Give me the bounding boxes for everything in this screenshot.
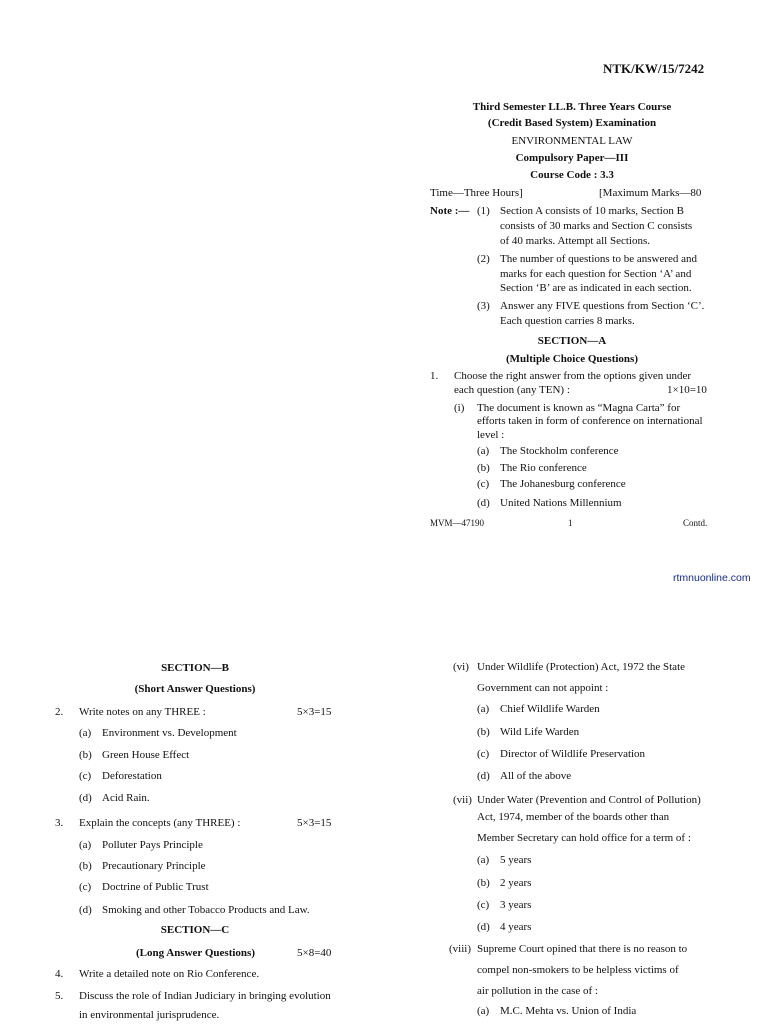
option-text: Green House Effect — [102, 749, 190, 761]
option-label: (c) — [477, 478, 490, 490]
title-line: Third Semester LL.B. Three Years Course — [472, 101, 672, 113]
note-number: (2) — [477, 253, 490, 265]
option-text: Smoking and other Tobacco Products and Law. — [102, 904, 310, 916]
option-label: (b) — [477, 726, 490, 738]
option-label: (c) — [79, 770, 92, 782]
note-line: consists of 30 marks and Section C consists — [500, 220, 693, 232]
option-label: (c) — [477, 899, 490, 911]
sub-question-number: (vii) — [453, 794, 472, 806]
option-label: (b) — [477, 877, 490, 889]
sub-question-text: air pollution in the case of : — [477, 985, 598, 997]
option-text: M.C. Mehta vs. Union of India — [500, 1005, 637, 1017]
option-label: (b) — [79, 860, 92, 872]
paper-code: NTK/KW/15/7242 — [603, 61, 705, 76]
question-text: Write a detailed note on Rio Conference. — [79, 968, 260, 980]
sub-question-number: (viii) — [449, 943, 471, 955]
question-text: in environmental jurisprudence. — [79, 1009, 220, 1021]
option-text: United Nations Millennium — [500, 497, 622, 509]
option-label: (a) — [477, 854, 490, 866]
question-text: Explain the concepts (any THREE) : — [79, 817, 241, 829]
note-line: Each question carries 8 marks. — [500, 315, 635, 327]
title-line: Compulsory Paper—III — [515, 152, 629, 164]
question-number: 3. — [55, 817, 64, 829]
question-marks: 5×3=15 — [297, 817, 332, 829]
sub-question-text: The document is known as “Magna Carta” for — [477, 402, 681, 414]
section-b-title: SECTION—B — [161, 662, 229, 674]
option-label: (a) — [477, 703, 490, 715]
sub-question-text: Supreme Court opined that there is no reason to — [477, 943, 688, 955]
option-label: (a) — [79, 839, 92, 851]
note-line: Section A consists of 10 marks, Section B — [500, 205, 684, 217]
page-number: 1 — [568, 518, 573, 528]
section-a-title: SECTION—A — [537, 335, 607, 347]
section-a-subtitle: (Multiple Choice Questions) — [506, 353, 638, 365]
question-number: 2. — [55, 706, 64, 718]
section-c-title: SECTION—C — [160, 924, 230, 936]
option-text: The Stockholm conference — [500, 445, 619, 457]
question-number: 5. — [55, 990, 64, 1002]
footer-contd: Contd. — [683, 518, 708, 528]
question-marks: 1×10=10 — [667, 384, 707, 396]
option-label: (a) — [477, 445, 490, 457]
option-text: Wild Life Warden — [500, 726, 580, 738]
question-text: each question (any TEN) : — [454, 384, 570, 396]
question-text: Choose the right answer from the options given under — [454, 370, 692, 382]
option-label: (a) — [477, 1005, 490, 1017]
option-text: All of the above — [500, 770, 572, 782]
option-text: Chief Wildlife Warden — [500, 703, 600, 715]
sub-question-text: efforts taken in form of conference on international — [477, 415, 703, 427]
option-text: Deforestation — [102, 770, 162, 782]
note-line: Answer any FIVE questions from Section ‘C’. — [500, 300, 705, 312]
option-label: (c) — [477, 748, 490, 760]
sub-question-text: Under Water (Prevention and Control of Pollution) — [477, 794, 701, 806]
option-label: (a) — [79, 727, 92, 739]
question-marks: 5×3=15 — [297, 706, 332, 718]
option-label: (d) — [79, 792, 92, 804]
section-c-marks: 5×8=40 — [297, 947, 332, 959]
option-label: (d) — [79, 904, 92, 916]
footer-code: MVM—47190 — [430, 518, 485, 528]
note-number: (3) — [477, 300, 490, 312]
title-line: (Credit Based System) Examination — [487, 117, 657, 129]
sub-question-text: Act, 1974, member of the boards other than — [477, 811, 670, 823]
option-text: 4 years — [500, 921, 532, 933]
section-c-subtitle: (Long Answer Questions) — [136, 947, 255, 959]
note-label: Note :— — [430, 205, 470, 217]
option-label: (b) — [79, 749, 92, 761]
option-text: Doctrine of Public Trust — [102, 881, 209, 893]
option-text: Acid Rain. — [102, 792, 150, 804]
note-number: (1) — [477, 205, 490, 217]
note-line: marks for each question for Section ‘A’ and — [500, 268, 692, 280]
sub-question-text: Member Secretary can hold office for a term of : — [477, 832, 691, 844]
option-text: Precautionary Principle — [102, 860, 206, 872]
max-marks: [Maximum Marks—80 — [599, 187, 702, 199]
watermark-link[interactable]: rtmnuonline.com — [673, 572, 751, 584]
option-label: (c) — [79, 881, 92, 893]
option-text: The Rio conference — [500, 462, 587, 474]
question-number: 1. — [430, 370, 439, 382]
note-line: The number of questions to be answered and — [500, 253, 698, 265]
sub-question-number: (i) — [454, 402, 465, 414]
question-text: Write notes on any THREE : — [79, 706, 206, 718]
sub-question-text: level : — [477, 429, 505, 441]
section-b-subtitle: (Short Answer Questions) — [134, 683, 256, 695]
sub-question-text: Under Wildlife (Protection) Act, 1972 the State — [477, 661, 686, 673]
question-text: Discuss the role of Indian Judiciary in bringing evolution — [79, 990, 331, 1002]
option-text: The Johanesburg conference — [500, 478, 626, 490]
sub-question-text: Government can not appoint : — [477, 682, 609, 694]
sub-question-number: (vi) — [453, 661, 469, 673]
time-label: Time—Three Hours] — [430, 187, 523, 199]
option-text: Director of Wildlife Preservation — [500, 748, 646, 760]
option-label: (d) — [477, 921, 490, 933]
subject-title: ENVIRONMENTAL LAW — [511, 135, 633, 147]
note-line: of 40 marks. Attempt all Sections. — [500, 235, 651, 247]
note-line: Section ‘B’ are as indicated in each section. — [500, 282, 692, 294]
option-text: 2 years — [500, 877, 532, 889]
option-label: (b) — [477, 462, 490, 474]
question-number: 4. — [55, 968, 64, 980]
option-label: (d) — [477, 770, 490, 782]
course-code: Course Code : 3.3 — [530, 169, 614, 181]
sub-question-text: compel non-smokers to be helpless victims of — [477, 964, 679, 976]
option-text: 3 years — [500, 899, 532, 911]
option-text: Polluter Pays Principle — [102, 839, 203, 851]
option-label: (d) — [477, 497, 490, 509]
option-text: Environment vs. Development — [102, 727, 237, 739]
option-text: 5 years — [500, 854, 532, 866]
